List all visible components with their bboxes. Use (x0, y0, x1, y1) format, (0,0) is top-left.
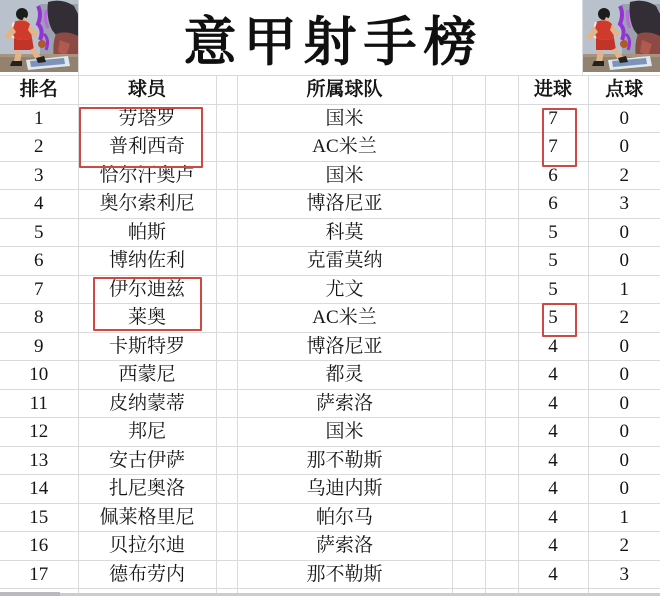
spacer-cell[interactable] (216, 389, 237, 418)
player-cell[interactable]: 皮纳蒙蒂 (78, 389, 216, 418)
spacer-cell[interactable] (452, 503, 485, 532)
rank-cell[interactable]: 10 (0, 361, 78, 390)
goals-cell[interactable]: 4 (518, 475, 588, 504)
player-cell[interactable]: 佩莱格里尼 (78, 503, 216, 532)
penalty-cell[interactable]: 0 (588, 361, 660, 390)
spacer-cell[interactable] (485, 133, 518, 162)
spacer-cell[interactable] (485, 161, 518, 190)
spacer-cell[interactable] (452, 475, 485, 504)
table-row (0, 475, 660, 504)
spacer-cell[interactable] (216, 161, 237, 190)
table-row (0, 446, 660, 475)
team-cell[interactable]: 萨索洛 (237, 532, 452, 561)
rank-cell[interactable]: 14 (0, 475, 78, 504)
team-cell[interactable]: AC米兰 (237, 133, 452, 162)
spacer-cell[interactable] (485, 389, 518, 418)
basketball-player-illustration (0, 0, 78, 72)
title-band (0, 0, 660, 75)
penalty-cell[interactable]: 0 (588, 218, 660, 247)
goals-cell[interactable]: 4 (518, 560, 588, 589)
goals-cell[interactable]: 6 (518, 161, 588, 190)
slam-dunk-art-left-icon (0, 0, 78, 72)
col-header-player[interactable]: 球员 (78, 76, 216, 105)
spacer-cell[interactable] (485, 104, 518, 133)
table-row (0, 503, 660, 532)
player-cell[interactable]: 德布劳内 (78, 560, 216, 589)
player-cell[interactable]: 扎尼奥洛 (78, 475, 216, 504)
rank-cell[interactable]: 12 (0, 418, 78, 447)
col-header-team[interactable]: 所属球队 (237, 76, 452, 105)
goals-cell[interactable]: 5 (518, 247, 588, 276)
spacer-cell[interactable] (216, 304, 237, 333)
goals-cell[interactable]: 7 (518, 133, 588, 162)
spacer-cell[interactable] (485, 532, 518, 561)
spacer-cell[interactable] (485, 304, 518, 333)
spacer-cell[interactable] (485, 446, 518, 475)
spacer-cell[interactable] (452, 161, 485, 190)
spacer-cell[interactable] (216, 76, 237, 105)
table-row (0, 304, 660, 333)
goals-cell[interactable]: 5 (518, 304, 588, 333)
spacer-cell[interactable] (216, 332, 237, 361)
rank-cell[interactable]: 7 (0, 275, 78, 304)
spacer-cell[interactable] (452, 275, 485, 304)
table-row (0, 218, 660, 247)
spacer-cell[interactable] (216, 475, 237, 504)
player-cell[interactable]: 恰尔汗奥卢 (78, 161, 216, 190)
spacer-cell[interactable] (452, 247, 485, 276)
goals-cell[interactable]: 4 (518, 418, 588, 447)
spacer-cell[interactable] (485, 332, 518, 361)
col-header-rank[interactable]: 排名 (0, 76, 78, 105)
rank-cell[interactable]: 3 (0, 161, 78, 190)
spacer-cell[interactable] (485, 418, 518, 447)
spacer-cell[interactable] (452, 76, 485, 105)
rank-cell[interactable]: 5 (0, 218, 78, 247)
table-row (0, 332, 660, 361)
penalty-cell[interactable]: 2 (588, 532, 660, 561)
penalty-cell[interactable]: 2 (588, 161, 660, 190)
spacer-cell[interactable] (452, 218, 485, 247)
team-cell[interactable]: 国米 (237, 161, 452, 190)
player-cell[interactable]: 安古伊萨 (78, 446, 216, 475)
spacer-cell[interactable] (452, 304, 485, 333)
spacer-cell[interactable] (485, 190, 518, 219)
rank-cell[interactable]: 6 (0, 247, 78, 276)
player-cell[interactable]: 西蒙尼 (78, 361, 216, 390)
team-cell[interactable]: 尤文 (237, 275, 452, 304)
table-row (0, 560, 660, 589)
spacer-cell[interactable] (485, 275, 518, 304)
rank-cell[interactable]: 17 (0, 560, 78, 589)
table-row (0, 190, 660, 219)
spacer-cell[interactable] (216, 503, 237, 532)
spacer-cell[interactable] (216, 247, 237, 276)
rank-cell[interactable]: 15 (0, 503, 78, 532)
table-row (0, 247, 660, 276)
spacer-cell[interactable] (216, 446, 237, 475)
team-cell[interactable]: 萨索洛 (237, 389, 452, 418)
col-header-penalty[interactable]: 点球 (588, 76, 660, 105)
penalty-cell[interactable]: 0 (588, 418, 660, 447)
spacer-cell[interactable] (452, 104, 485, 133)
header-row (0, 76, 660, 105)
scorer-table-body (0, 104, 660, 596)
penalty-cell[interactable]: 3 (588, 560, 660, 589)
spacer-cell[interactable] (485, 76, 518, 105)
team-cell[interactable]: 都灵 (237, 361, 452, 390)
team-cell[interactable]: 博洛尼亚 (237, 332, 452, 361)
goals-cell[interactable]: 4 (518, 446, 588, 475)
table-row (0, 389, 660, 418)
penalty-cell[interactable]: 0 (588, 332, 660, 361)
rank-cell[interactable]: 13 (0, 446, 78, 475)
spacer-cell[interactable] (485, 247, 518, 276)
table-row (0, 133, 660, 162)
team-cell[interactable]: 国米 (237, 104, 452, 133)
player-cell[interactable]: 帕斯 (78, 218, 216, 247)
spacer-cell[interactable] (452, 361, 485, 390)
player-cell[interactable]: 贝拉尔迪 (78, 532, 216, 561)
spacer-cell[interactable] (485, 560, 518, 589)
table-row (0, 532, 660, 561)
team-cell[interactable]: 那不勒斯 (237, 446, 452, 475)
penalty-cell[interactable]: 0 (588, 104, 660, 133)
penalty-cell[interactable]: 2 (588, 304, 660, 333)
rank-cell[interactable]: 16 (0, 532, 78, 561)
spacer-cell[interactable] (216, 190, 237, 219)
title-band-gridline-right (582, 0, 583, 75)
scorer-table (0, 75, 660, 596)
goals-cell[interactable]: 4 (518, 389, 588, 418)
player-cell[interactable]: 莱奥 (78, 304, 216, 333)
spacer-cell[interactable] (452, 389, 485, 418)
penalty-cell[interactable]: 0 (588, 475, 660, 504)
team-cell[interactable]: 博洛尼亚 (237, 190, 452, 219)
player-cell[interactable]: 卡斯特罗 (78, 332, 216, 361)
bottom-strip-left-edge (0, 592, 60, 596)
team-cell[interactable]: 克雷莫纳 (237, 247, 452, 276)
spacer-cell[interactable] (452, 418, 485, 447)
spacer-cell[interactable] (216, 361, 237, 390)
spacer-cell[interactable] (485, 475, 518, 504)
spacer-cell[interactable] (216, 418, 237, 447)
spacer-cell[interactable] (452, 446, 485, 475)
goals-cell[interactable]: 4 (518, 332, 588, 361)
team-cell[interactable]: AC米兰 (237, 304, 452, 333)
table-row (0, 418, 660, 447)
goals-cell[interactable]: 4 (518, 361, 588, 390)
basketball-player-illustration (582, 0, 660, 72)
spacer-cell[interactable] (485, 361, 518, 390)
spacer-cell[interactable] (485, 503, 518, 532)
rank-cell[interactable]: 9 (0, 332, 78, 361)
penalty-cell[interactable]: 0 (588, 446, 660, 475)
title-band-gridline-left (78, 0, 79, 75)
goals-cell[interactable]: 5 (518, 218, 588, 247)
spacer-cell[interactable] (452, 560, 485, 589)
table-row (0, 161, 660, 190)
goals-cell[interactable]: 7 (518, 104, 588, 133)
rank-cell[interactable]: 4 (0, 190, 78, 219)
rank-cell[interactable]: 8 (0, 304, 78, 333)
spacer-cell[interactable] (452, 532, 485, 561)
team-cell[interactable]: 那不勒斯 (237, 560, 452, 589)
page-title: 意甲射手榜 (183, 13, 484, 72)
spacer-cell[interactable] (452, 133, 485, 162)
player-cell[interactable]: 邦尼 (78, 418, 216, 447)
team-cell[interactable]: 国米 (237, 418, 452, 447)
table-row (0, 104, 660, 133)
spacer-cell[interactable] (216, 275, 237, 304)
rank-cell[interactable]: 11 (0, 389, 78, 418)
spacer-cell[interactable] (452, 190, 485, 219)
spacer-cell[interactable] (216, 104, 237, 133)
team-cell[interactable]: 乌迪内斯 (237, 475, 452, 504)
penalty-cell[interactable]: 0 (588, 247, 660, 276)
table-row (0, 275, 660, 304)
goals-cell[interactable]: 4 (518, 503, 588, 532)
penalty-cell[interactable]: 3 (588, 190, 660, 219)
goals-cell[interactable]: 5 (518, 275, 588, 304)
col-header-goals[interactable]: 进球 (518, 76, 588, 105)
goals-cell[interactable]: 4 (518, 532, 588, 561)
penalty-cell[interactable]: 0 (588, 389, 660, 418)
spacer-cell[interactable] (452, 332, 485, 361)
penalty-cell[interactable]: 0 (588, 133, 660, 162)
team-cell[interactable]: 科莫 (237, 218, 452, 247)
spacer-cell[interactable] (485, 218, 518, 247)
player-cell[interactable]: 普利西奇 (78, 133, 216, 162)
spacer-cell[interactable] (216, 560, 237, 589)
player-cell[interactable]: 奥尔索利尼 (78, 190, 216, 219)
spacer-cell[interactable] (216, 218, 237, 247)
player-cell[interactable]: 劳塔罗 (78, 104, 216, 133)
spacer-cell[interactable] (216, 532, 237, 561)
rank-cell[interactable]: 2 (0, 133, 78, 162)
penalty-cell[interactable]: 1 (588, 275, 660, 304)
slam-dunk-art-right-icon (582, 0, 660, 72)
spacer-cell[interactable] (216, 133, 237, 162)
goals-cell[interactable]: 6 (518, 190, 588, 219)
table-row (0, 361, 660, 390)
rank-cell[interactable]: 1 (0, 104, 78, 133)
penalty-cell[interactable]: 1 (588, 503, 660, 532)
player-cell[interactable]: 博纳佐利 (78, 247, 216, 276)
player-cell[interactable]: 伊尔迪兹 (78, 275, 216, 304)
team-cell[interactable]: 帕尔马 (237, 503, 452, 532)
